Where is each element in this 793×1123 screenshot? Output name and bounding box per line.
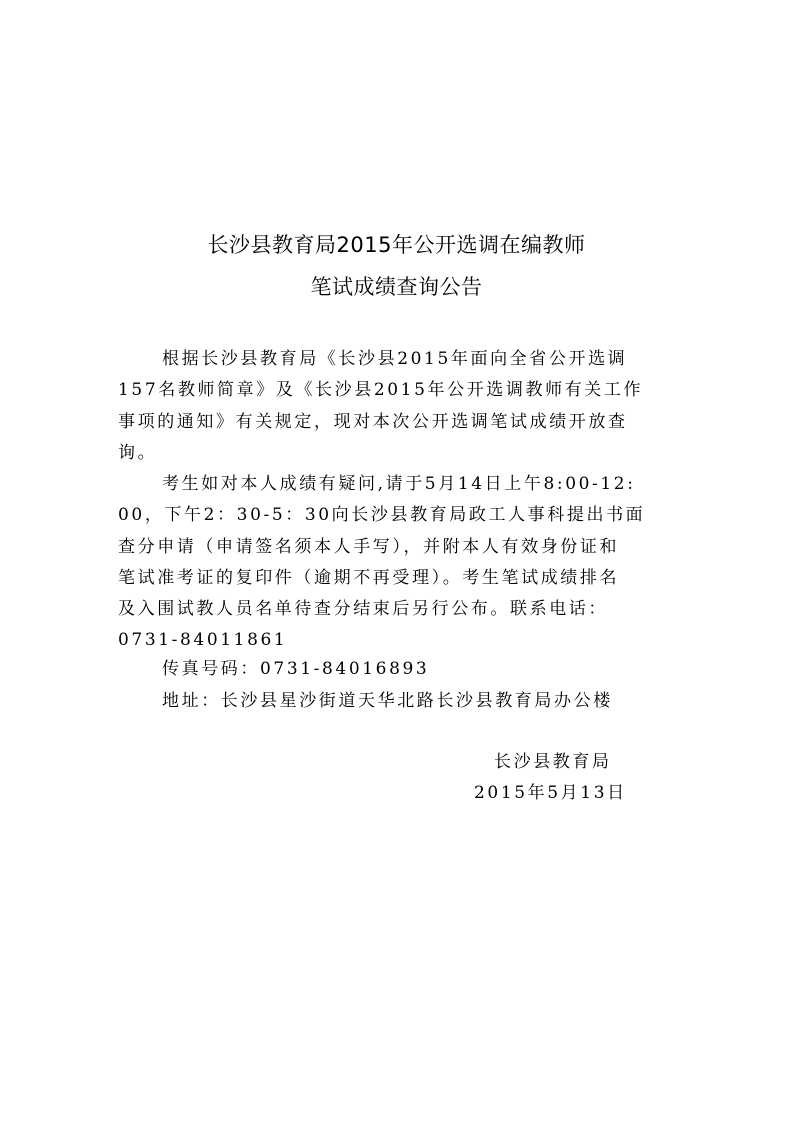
address-line: 地址：长沙县星沙街道天华北路长沙县教育局办公楼 xyxy=(162,691,613,711)
paragraph-line: 考生如对本人成绩有疑问,请于5月14日上午8:00-12: xyxy=(162,474,636,494)
fax-number xyxy=(118,654,678,685)
document-title-line-1: 长沙县教育局2015年公开选调在编教师 xyxy=(207,233,586,257)
paragraph-line: 00，下午2：30-5：30向长沙县教育局政工人事科提出书面 xyxy=(118,505,646,526)
document-title-line-2: 笔试成绩查询公告 xyxy=(310,275,483,299)
paragraph-line: 根据长沙县教育局《长沙县2015年面向全省公开选调 xyxy=(162,349,628,369)
office-address xyxy=(118,686,678,717)
fax-line: 传真号码：0731-84016893 xyxy=(162,659,430,679)
paragraph-query-notice xyxy=(118,344,678,469)
paragraph-review-application xyxy=(118,469,678,657)
signature-organization: 长沙县教育局 xyxy=(494,752,612,772)
paragraph-line: 询。 xyxy=(118,442,158,463)
paragraph-line: 及入围试教人员名单待查分结束后另行公布。联系电话： xyxy=(118,599,608,620)
signature-date: 2015年5月13日 xyxy=(474,783,627,803)
paragraph-line: 157名教师简章》及《长沙县2015年公开选调教师有关工作 xyxy=(118,380,644,401)
paragraph-line: 查分申请（申请签名须本人手写），并附本人有效身份证和 xyxy=(118,536,620,557)
paragraph-line: 事项的通知》有关规定，现对本次公开选调笔试成绩开放查 xyxy=(118,411,628,432)
paragraph-line: 笔试准考证的复印件（逾期不再受理）。考生笔试成绩排名 xyxy=(118,567,620,588)
contact-phone: 0731-84011861 xyxy=(118,630,288,651)
